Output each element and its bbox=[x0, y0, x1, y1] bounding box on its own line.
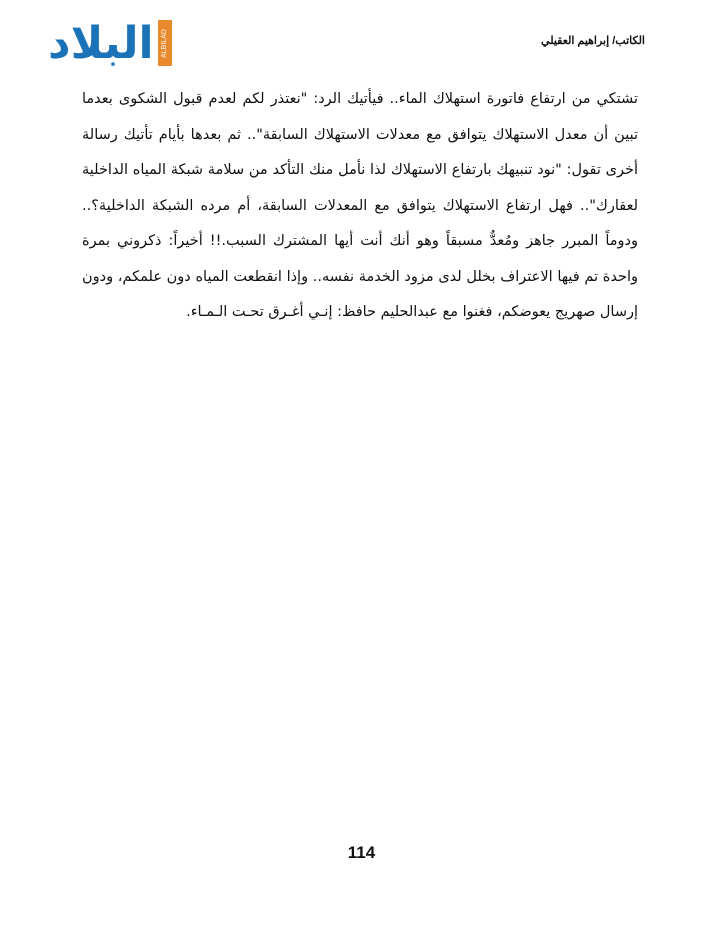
logo-wordmark: البلاد bbox=[48, 18, 154, 69]
article-paragraph: تشتكي من ارتفاع فاتورة استهلاك الماء.. فيأتيك الرد: "نعتذر لكم لعدم قبول الشكوى بعدما تبين أن معدل الاستهلاك يتوافق مع معدلات الاستهلاك السابقة".. ثم بعدها بأيام تأتيك رسالة أخرى تقول: "نود تنبيهك بارتفاع الاستهلاك لذا نأمل منك التأكد من سلامة شبكة المياه الداخلية لعقارك".. فهل ارتفاع الاستهلاك يتوافق مع المعدلات السابقة، أم مرده الشبكة الداخلية؟.. ودوماً المبرر جاهز ومُعدٌّ مسبقاً وهو أنك أنت أيها المشترك السبب.!! أخيراً: ذكروني بمرة واحدة تم فيها الاعتراف بخلل لدى مزود الخدمة نفسه.. وإذا انقطعت المياه دون علمكم، ودون إرسال صهريج يعوضكم، فغنوا مع عبدالحليم حافظ: إنـي أغـرق تحـت الـمـاء. bbox=[82, 91, 638, 320]
author-line: الكاتب/ إبراهيم العقيلي bbox=[541, 35, 645, 47]
page-number: 114 bbox=[347, 843, 376, 862]
albilad-logo bbox=[48, 16, 178, 69]
logo-side-bar bbox=[158, 20, 172, 66]
logo-side-text: ALBILAD bbox=[161, 28, 169, 58]
